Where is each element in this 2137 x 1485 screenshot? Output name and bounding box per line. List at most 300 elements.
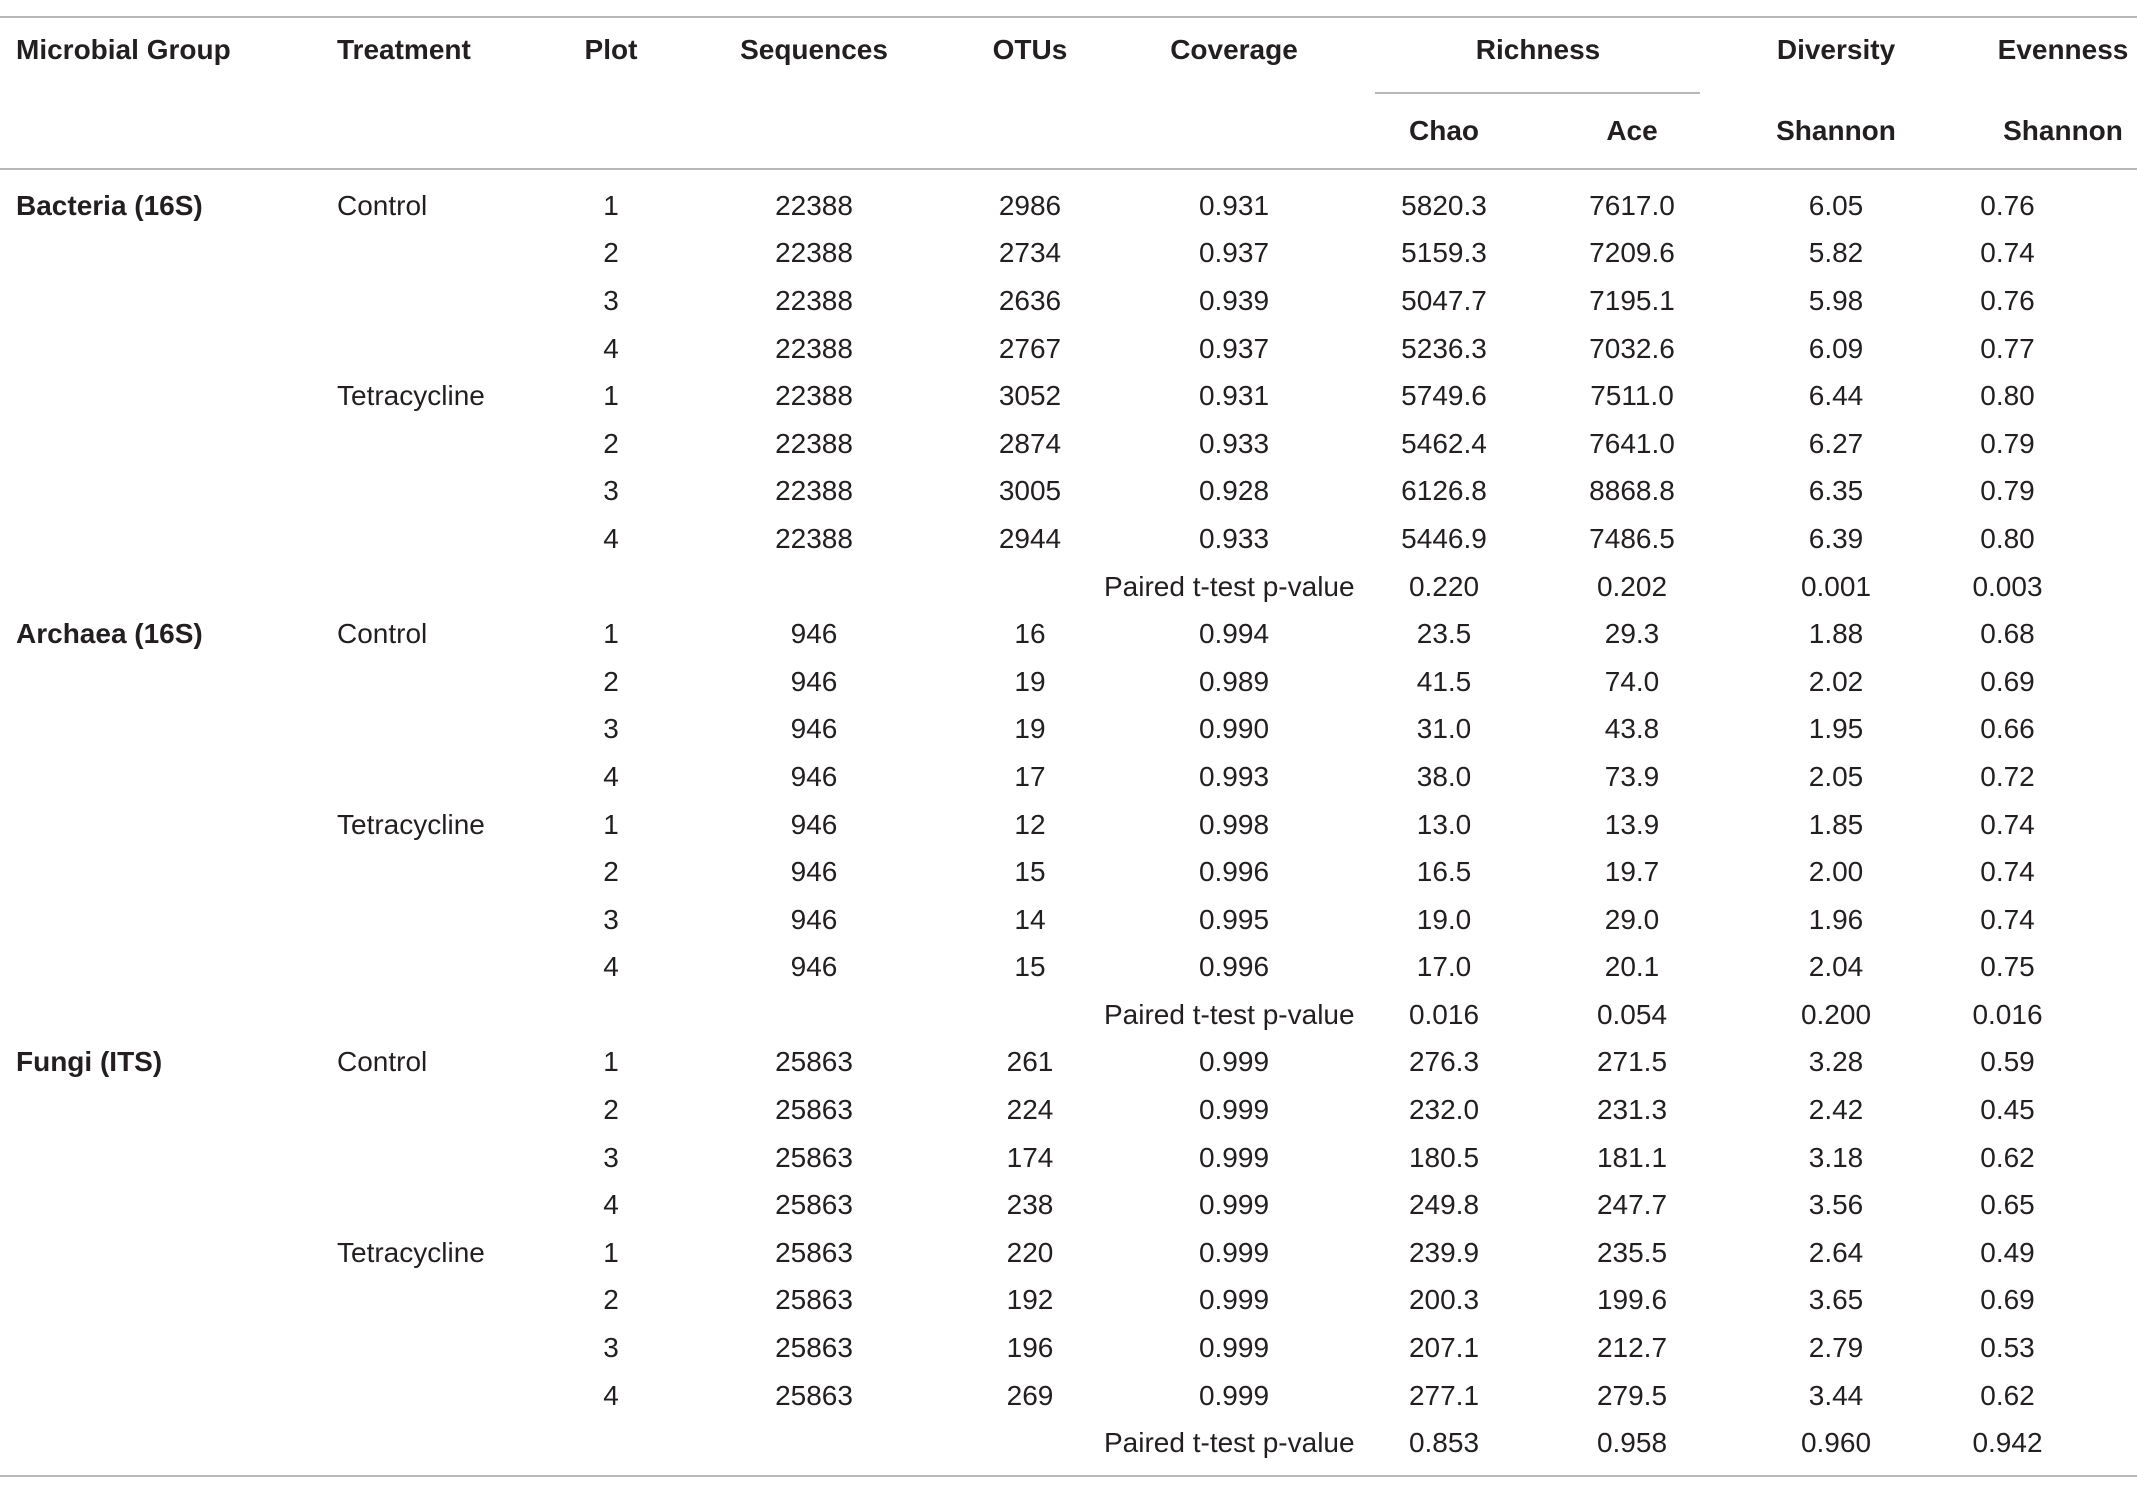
header-chao: Chao: [1409, 115, 1479, 146]
cell-chao: 5749.6: [1401, 380, 1487, 412]
cell-shannon: 2.04: [1808, 951, 1864, 983]
header-ace: Ace: [1606, 115, 1658, 146]
header-sequences: Sequences: [740, 34, 888, 65]
cell-otus: 2636: [998, 284, 1062, 316]
cell-group: Fungi (ITS): [16, 1046, 163, 1078]
cell-evenness: 0.45: [1980, 1094, 2035, 1126]
cell-shannon: 2.02: [1808, 665, 1864, 697]
cell-evenness: 0.65: [1980, 1189, 2035, 1221]
cell-ace: 29.3: [1604, 618, 1660, 650]
cell-chao: 38.0: [1416, 760, 1472, 792]
cell-sequences: 946: [790, 903, 838, 935]
cell-sequences: 946: [790, 713, 838, 745]
cell-chao: 5820.3: [1401, 189, 1487, 221]
cell-otus: 3005: [998, 475, 1062, 507]
cell-chao: 276.3: [1408, 1046, 1480, 1078]
cell-shannon: 2.42: [1808, 1094, 1864, 1126]
cell-group: Bacteria (16S): [16, 189, 203, 221]
cell-chao: 31.0: [1416, 713, 1472, 745]
cell-chao: 0.016: [1408, 998, 1480, 1030]
cell-plot: 1: [603, 1236, 619, 1268]
cell-coverage: 0.999: [1198, 1236, 1270, 1268]
cell-group: [0, 753, 337, 801]
cell-ace: 199.6: [1596, 1284, 1668, 1316]
cell-evenness: 0.69: [1980, 665, 2035, 697]
cell-treatment: [337, 420, 550, 468]
cell-ace: 7617.0: [1589, 189, 1675, 221]
cell-evenness: 0.59: [1980, 1046, 2035, 1078]
cell-plot: 4: [603, 760, 619, 792]
pvalue-label: Paired t-test p-value: [1104, 1427, 1355, 1459]
cell-chao: 19.0: [1416, 903, 1472, 935]
cell-ace: 271.5: [1596, 1046, 1668, 1078]
cell-sequences: 25863: [775, 1332, 853, 1364]
cell-coverage: 0.928: [1198, 475, 1270, 507]
header-treatment: Treatment: [337, 34, 471, 65]
cell-evenness: 0.69: [1980, 1284, 2035, 1316]
table-row: [0, 1324, 2137, 1372]
cell-evenness: 0.74: [1980, 856, 2035, 888]
table-row: [0, 944, 2137, 992]
header-otus: OTUs: [992, 34, 1068, 65]
cell-group: [0, 1134, 337, 1182]
cell-plot: 1: [603, 618, 619, 650]
cell-otus: 16: [1014, 618, 1046, 650]
cell-coverage: 0.999: [1198, 1141, 1270, 1173]
table-row: [0, 1372, 2137, 1420]
cell-sequences: 946: [790, 760, 838, 792]
table-row: [0, 515, 2137, 563]
pvalue-label: Paired t-test p-value: [1104, 570, 1355, 602]
cell-group: [0, 468, 337, 516]
cell-shannon: 1.88: [1808, 618, 1864, 650]
cell-group: [0, 848, 337, 896]
table-row: [0, 848, 2137, 896]
cell-ace: 29.0: [1604, 903, 1660, 935]
cell-chao: 13.0: [1416, 808, 1472, 840]
cell-shannon: 2.64: [1808, 1236, 1864, 1268]
cell-ace: 7195.1: [1589, 284, 1675, 316]
cell-shannon: 6.35: [1808, 475, 1864, 507]
cell-shannon: 1.85: [1808, 808, 1864, 840]
cell-shannon: 1.95: [1808, 713, 1864, 745]
cell-treatment: [337, 706, 550, 754]
cell-evenness: 0.49: [1980, 1236, 2035, 1268]
table-row: [0, 896, 2137, 944]
cell-shannon: 3.28: [1808, 1046, 1864, 1078]
cell-chao: 249.8: [1408, 1189, 1480, 1221]
cell-evenness: 0.016: [1972, 998, 2043, 1030]
cell-group: [0, 1372, 337, 1420]
cell-ace: 7641.0: [1589, 427, 1675, 459]
table-row: [0, 1134, 2137, 1182]
cell-coverage: 0.989: [1198, 665, 1270, 697]
cell-ace: 0.958: [1596, 1427, 1668, 1459]
cell-ace: 7486.5: [1589, 522, 1675, 554]
cell-coverage: 0.995: [1198, 903, 1270, 935]
cell-sequences: 22388: [775, 475, 853, 507]
table-row: [0, 182, 2137, 230]
cell-ace: 43.8: [1604, 713, 1660, 745]
pvalue-row: [0, 1419, 2137, 1467]
cell-shannon: 5.82: [1808, 237, 1864, 269]
cell-sequences: 22388: [775, 522, 853, 554]
cell-chao: 0.853: [1408, 1427, 1480, 1459]
cell-plot: 3: [603, 1141, 619, 1173]
cell-treatment: [337, 230, 550, 278]
cell-coverage: 0.990: [1198, 713, 1270, 745]
cell-evenness: 0.68: [1980, 618, 2035, 650]
cell-evenness: 0.80: [1980, 380, 2035, 412]
cell-sequences: 22388: [775, 237, 853, 269]
cell-plot: 2: [603, 856, 619, 888]
cell-plot: 3: [603, 1332, 619, 1364]
cell-otus: 15: [1014, 951, 1046, 983]
table-row: [0, 706, 2137, 754]
cell-shannon: 3.56: [1808, 1189, 1864, 1221]
cell-evenness: 0.62: [1980, 1141, 2035, 1173]
cell-ace: 212.7: [1596, 1332, 1668, 1364]
cell-sequences: 25863: [775, 1141, 853, 1173]
cell-ace: 279.5: [1596, 1379, 1668, 1411]
cell-otus: 12: [1014, 808, 1046, 840]
header-richness: Richness: [1475, 34, 1601, 65]
cell-evenness: 0.75: [1980, 951, 2035, 983]
table-row: [0, 420, 2137, 468]
cell-group: [0, 277, 337, 325]
cell-coverage: 0.999: [1198, 1332, 1270, 1364]
cell-sequences: 25863: [775, 1236, 853, 1268]
cell-chao: 17.0: [1416, 951, 1472, 983]
cell-treatment: [337, 753, 550, 801]
cell-coverage: 0.939: [1198, 284, 1270, 316]
cell-plot: 1: [603, 380, 619, 412]
blank-cell: [0, 1419, 1104, 1467]
cell-sequences: 25863: [775, 1094, 853, 1126]
table-row: [0, 753, 2137, 801]
cell-coverage: 0.999: [1198, 1379, 1270, 1411]
cell-chao: 41.5: [1416, 665, 1472, 697]
cell-sequences: 25863: [775, 1046, 853, 1078]
cell-evenness: 0.77: [1980, 332, 2035, 364]
cell-coverage: 0.931: [1198, 189, 1270, 221]
cell-shannon: 5.98: [1808, 284, 1864, 316]
cell-treatment: Control: [337, 618, 428, 650]
cell-chao: 16.5: [1416, 856, 1472, 888]
cell-group: [0, 515, 337, 563]
cell-evenness: 0.72: [1980, 760, 2035, 792]
cell-chao: 5236.3: [1401, 332, 1487, 364]
header-bottom-rule: [0, 168, 2137, 170]
cell-treatment: Control: [337, 1046, 428, 1078]
cell-sequences: 946: [790, 856, 838, 888]
cell-group: [0, 1324, 337, 1372]
blank-cell: [0, 563, 1104, 611]
table-bottom-rule: [0, 1475, 2137, 1477]
data-table-body: [0, 182, 2137, 1467]
cell-otus: 2986: [998, 189, 1062, 221]
richness-subheader-rule: [1375, 92, 1700, 94]
blank-cell: [0, 991, 1104, 1039]
cell-otus: 17: [1014, 760, 1046, 792]
cell-otus: 2874: [998, 427, 1062, 459]
header-diversity: Diversity: [1776, 34, 1896, 65]
cell-otus: 15: [1014, 856, 1046, 888]
cell-chao: 207.1: [1408, 1332, 1480, 1364]
cell-evenness: 0.74: [1980, 808, 2035, 840]
cell-treatment: [337, 1277, 550, 1325]
table-row: [0, 610, 2137, 658]
cell-chao: 239.9: [1408, 1236, 1480, 1268]
cell-group: [0, 420, 337, 468]
table-row: [0, 801, 2137, 849]
cell-ace: 0.054: [1596, 998, 1668, 1030]
cell-treatment: [337, 658, 550, 706]
cell-chao: 232.0: [1408, 1094, 1480, 1126]
cell-plot: 2: [603, 237, 619, 269]
cell-otus: 2944: [998, 522, 1062, 554]
header-plot: Plot: [584, 34, 638, 65]
cell-evenness: 0.66: [1980, 713, 2035, 745]
cell-chao: 180.5: [1408, 1141, 1480, 1173]
cell-group: [0, 325, 337, 373]
cell-plot: 1: [603, 189, 619, 221]
cell-coverage: 0.999: [1198, 1094, 1270, 1126]
cell-plot: 4: [603, 1189, 619, 1221]
cell-coverage: 0.996: [1198, 856, 1270, 888]
cell-treatment: [337, 1181, 550, 1229]
cell-coverage: 0.999: [1198, 1189, 1270, 1221]
cell-ace: 231.3: [1596, 1094, 1668, 1126]
cell-shannon: 0.001: [1800, 570, 1872, 602]
cell-evenness: 0.74: [1980, 237, 2035, 269]
cell-evenness: 0.62: [1980, 1379, 2035, 1411]
cell-group: Archaea (16S): [16, 618, 203, 650]
cell-chao: 5047.7: [1401, 284, 1487, 316]
cell-coverage: 0.996: [1198, 951, 1270, 983]
cell-shannon: 1.96: [1808, 903, 1864, 935]
cell-ace: 73.9: [1604, 760, 1660, 792]
cell-sequences: 22388: [775, 189, 853, 221]
cell-otus: 238: [1006, 1189, 1054, 1221]
cell-group: [0, 658, 337, 706]
cell-shannon: 6.09: [1808, 332, 1864, 364]
cell-treatment: [337, 896, 550, 944]
cell-shannon: 0.200: [1800, 998, 1872, 1030]
cell-sequences: 22388: [775, 284, 853, 316]
cell-treatment: Tetracycline: [337, 808, 485, 840]
cell-otus: 3052: [998, 380, 1062, 412]
cell-treatment: [337, 468, 550, 516]
cell-plot: 4: [603, 951, 619, 983]
cell-treatment: [337, 1134, 550, 1182]
cell-group: [0, 896, 337, 944]
cell-chao: 277.1: [1408, 1379, 1480, 1411]
cell-shannon: 3.44: [1808, 1379, 1864, 1411]
header-coverage: Coverage: [1170, 34, 1298, 65]
cell-otus: 261: [1006, 1046, 1054, 1078]
cell-plot: 2: [603, 1094, 619, 1126]
cell-treatment: [337, 848, 550, 896]
cell-evenness: 0.53: [1980, 1332, 2035, 1364]
cell-sequences: 946: [790, 665, 838, 697]
cell-coverage: 0.999: [1198, 1046, 1270, 1078]
pvalue-row: [0, 563, 2137, 611]
cell-shannon: 2.79: [1808, 1332, 1864, 1364]
cell-coverage: 0.993: [1198, 760, 1270, 792]
cell-coverage: 0.933: [1198, 522, 1270, 554]
cell-otus: 220: [1006, 1236, 1054, 1268]
cell-plot: 4: [603, 332, 619, 364]
table-row: [0, 1039, 2137, 1087]
cell-shannon: 6.05: [1808, 189, 1864, 221]
cell-otus: 196: [1006, 1332, 1054, 1364]
cell-plot: 4: [603, 522, 619, 554]
cell-evenness: 0.76: [1980, 284, 2035, 316]
pvalue-label: Paired t-test p-value: [1104, 998, 1355, 1030]
cell-otus: 2767: [998, 332, 1062, 364]
cell-ace: 7209.6: [1589, 237, 1675, 269]
cell-shannon: 6.44: [1808, 380, 1864, 412]
cell-group: [0, 372, 337, 420]
cell-plot: 3: [603, 903, 619, 935]
cell-evenness: 0.003: [1972, 570, 2043, 602]
cell-otus: 174: [1006, 1141, 1054, 1173]
cell-group: [0, 230, 337, 278]
cell-plot: 1: [603, 808, 619, 840]
cell-treatment: [337, 277, 550, 325]
header-shannon-evenness: Shannon: [2003, 115, 2123, 146]
cell-otus: 19: [1014, 713, 1046, 745]
cell-ace: 181.1: [1596, 1141, 1668, 1173]
cell-sequences: 946: [790, 618, 838, 650]
table-row: [0, 1229, 2137, 1277]
cell-group: [0, 1181, 337, 1229]
cell-plot: 1: [603, 1046, 619, 1078]
cell-sequences: 25863: [775, 1284, 853, 1316]
cell-chao: 23.5: [1416, 618, 1472, 650]
cell-coverage: 0.937: [1198, 332, 1270, 364]
cell-ace: 13.9: [1604, 808, 1660, 840]
table-row: [0, 230, 2137, 278]
cell-plot: 2: [603, 665, 619, 697]
table-row: [0, 1086, 2137, 1134]
cell-plot: 2: [603, 1284, 619, 1316]
cell-treatment: [337, 325, 550, 373]
cell-chao: 5462.4: [1401, 427, 1487, 459]
cell-sequences: 22388: [775, 380, 853, 412]
header-microbial-group: Microbial Group: [16, 34, 231, 65]
cell-chao: 5159.3: [1401, 237, 1487, 269]
cell-coverage: 0.994: [1198, 618, 1270, 650]
cell-group: [0, 706, 337, 754]
cell-plot: 3: [603, 284, 619, 316]
header-evenness: Evenness: [1997, 34, 2129, 65]
cell-treatment: [337, 1086, 550, 1134]
cell-ace: 19.7: [1604, 856, 1660, 888]
cell-sequences: 22388: [775, 427, 853, 459]
cell-treatment: Control: [337, 189, 428, 221]
cell-shannon: 0.960: [1800, 1427, 1872, 1459]
cell-treatment: [337, 515, 550, 563]
cell-shannon: 2.05: [1808, 760, 1864, 792]
cell-treatment: [337, 944, 550, 992]
pvalue-row: [0, 991, 2137, 1039]
cell-plot: 4: [603, 1379, 619, 1411]
cell-ace: 0.202: [1596, 570, 1668, 602]
cell-shannon: 3.18: [1808, 1141, 1864, 1173]
table-row: [0, 658, 2137, 706]
cell-otus: 224: [1006, 1094, 1054, 1126]
cell-treatment: [337, 1324, 550, 1372]
cell-chao: 5446.9: [1401, 522, 1487, 554]
cell-chao: 6126.8: [1401, 475, 1487, 507]
cell-coverage: 0.998: [1198, 808, 1270, 840]
cell-otus: 19: [1014, 665, 1046, 697]
table-row: [0, 468, 2137, 516]
table-row: [0, 1277, 2137, 1325]
cell-coverage: 0.937: [1198, 237, 1270, 269]
cell-ace: 7032.6: [1589, 332, 1675, 364]
cell-otus: 192: [1006, 1284, 1054, 1316]
cell-treatment: Tetracycline: [337, 380, 485, 412]
cell-sequences: 946: [790, 951, 838, 983]
cell-plot: 3: [603, 475, 619, 507]
table-top-rule: [0, 16, 2137, 18]
cell-coverage: 0.931: [1198, 380, 1270, 412]
cell-coverage: 0.999: [1198, 1284, 1270, 1316]
cell-ace: 20.1: [1604, 951, 1660, 983]
table-row: [0, 277, 2137, 325]
cell-group: [0, 1277, 337, 1325]
cell-group: [0, 1229, 337, 1277]
cell-plot: 3: [603, 713, 619, 745]
cell-ace: 8868.8: [1589, 475, 1675, 507]
cell-shannon: 2.00: [1808, 856, 1864, 888]
table-row: [0, 325, 2137, 373]
cell-coverage: 0.933: [1198, 427, 1270, 459]
cell-evenness: 0.79: [1980, 475, 2035, 507]
header-shannon-diversity: Shannon: [1776, 115, 1896, 146]
cell-chao: 0.220: [1408, 570, 1480, 602]
cell-group: [0, 801, 337, 849]
cell-plot: 2: [603, 427, 619, 459]
cell-shannon: 3.65: [1808, 1284, 1864, 1316]
cell-treatment: [337, 1372, 550, 1420]
cell-evenness: 0.80: [1980, 522, 2035, 554]
cell-shannon: 6.39: [1808, 522, 1864, 554]
cell-chao: 200.3: [1408, 1284, 1480, 1316]
cell-ace: 235.5: [1596, 1236, 1668, 1268]
cell-group: [0, 1086, 337, 1134]
cell-group: [0, 944, 337, 992]
cell-evenness: 0.79: [1980, 427, 2035, 459]
cell-shannon: 6.27: [1808, 427, 1864, 459]
cell-sequences: 22388: [775, 332, 853, 364]
cell-evenness: 0.76: [1980, 189, 2035, 221]
cell-ace: 7511.0: [1590, 380, 1674, 412]
table-row: [0, 1181, 2137, 1229]
cell-sequences: 25863: [775, 1189, 853, 1221]
cell-evenness: 0.74: [1980, 903, 2035, 935]
cell-sequences: 25863: [775, 1379, 853, 1411]
cell-otus: 2734: [998, 237, 1062, 269]
cell-treatment: Tetracycline: [337, 1236, 485, 1268]
cell-evenness: 0.942: [1972, 1427, 2043, 1459]
cell-otus: 14: [1014, 903, 1046, 935]
cell-sequences: 946: [790, 808, 838, 840]
table-row: [0, 372, 2137, 420]
